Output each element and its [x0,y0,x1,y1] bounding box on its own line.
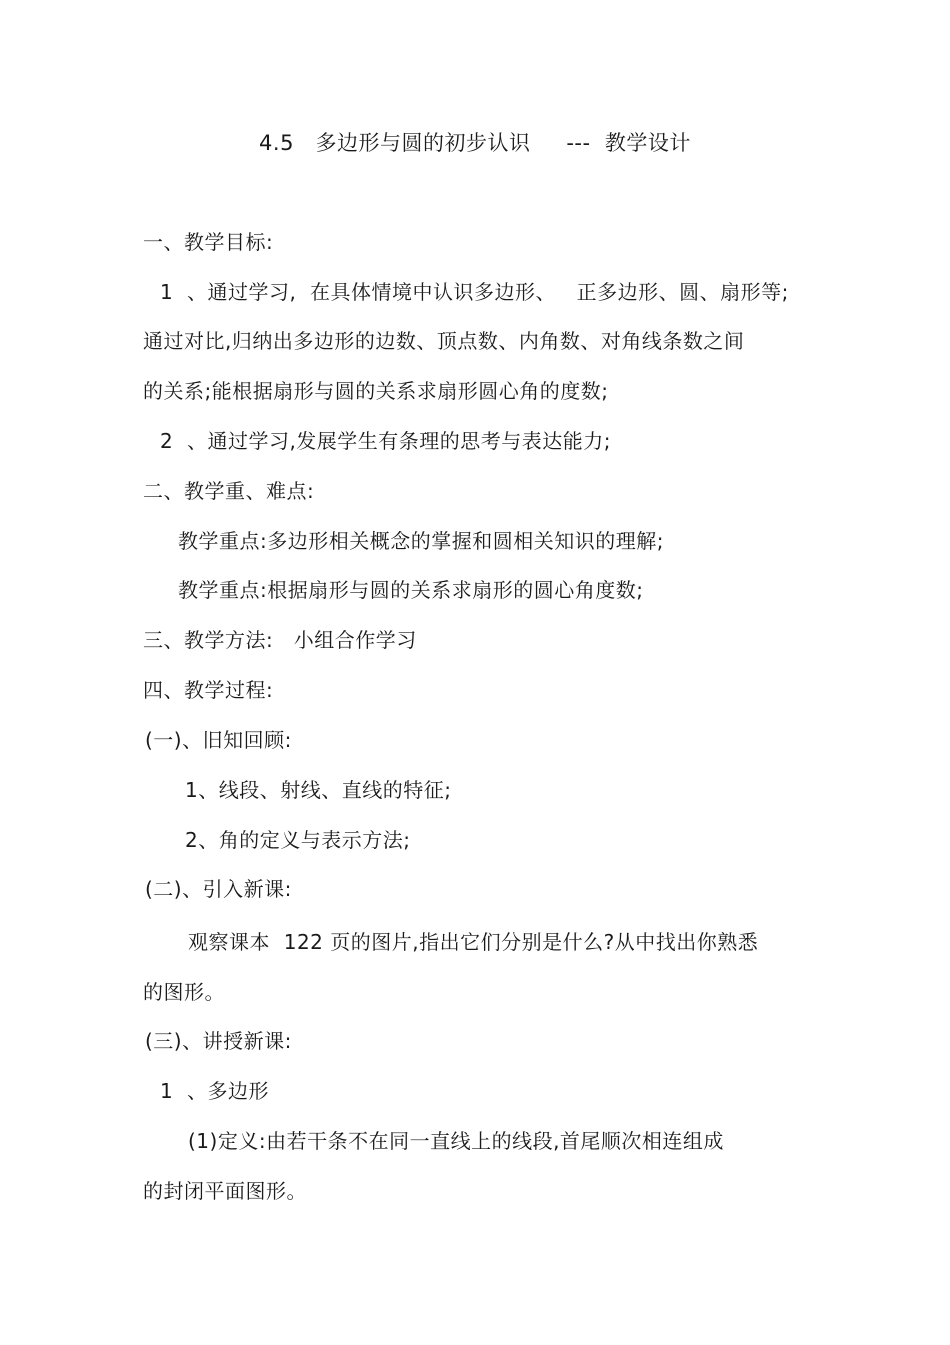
definition-line-2: 的封闭平面图形。 [143,1179,307,1203]
review-item-1: 1、线段、射线、直线的特征; [185,778,452,802]
review-item-2: 2、角的定义与表示方法; [185,828,411,852]
subsection-review: (一)、旧知回顾: [145,728,292,752]
objective-1-line-1: 1 、通过学习, 在具体情境中认识多边形、 正多边形、圆、扇形等; [160,280,789,304]
key-point-2: 教学重点:根据扇形与圆的关系求扇形的圆心角度数; [178,578,644,602]
document-title: 4.5 多边形与圆的初步认识 --- 教学设计 [259,131,691,155]
section-heading-key-points: 二、教学重、难点: [143,479,315,503]
objective-1-line-3: 的关系;能根据扇形与圆的关系求扇形圆心角的度数; [143,379,609,403]
objective-1-line-2: 通过对比,归纳出多边形的边数、顶点数、内角数、对角线条数之间 [143,329,745,353]
subsection-new-lesson: (三)、讲授新课: [145,1029,292,1053]
section-heading-methods: 三、教学方法: 小组合作学习 [143,628,417,652]
section-heading-objectives: 一、教学目标: [143,230,274,254]
subsection-introduction: (二)、引入新课: [145,877,292,901]
lesson-item-polygon: 1 、多边形 [160,1079,269,1103]
section-heading-process: 四、教学过程: [143,678,274,702]
key-point-1: 教学重点:多边形相关概念的掌握和圆相关知识的理解; [178,529,664,553]
introduction-line-2: 的图形。 [143,980,225,1004]
introduction-line-1: 观察课本 122 页的图片,指出它们分别是什么?从中找出你熟悉 [188,930,759,954]
objective-2: 2 、通过学习,发展学生有条理的思考与表达能力; [160,429,612,453]
definition-line-1: (1)定义:由若干条不在同一直线上的线段,首尾顺次相连组成 [188,1129,724,1153]
